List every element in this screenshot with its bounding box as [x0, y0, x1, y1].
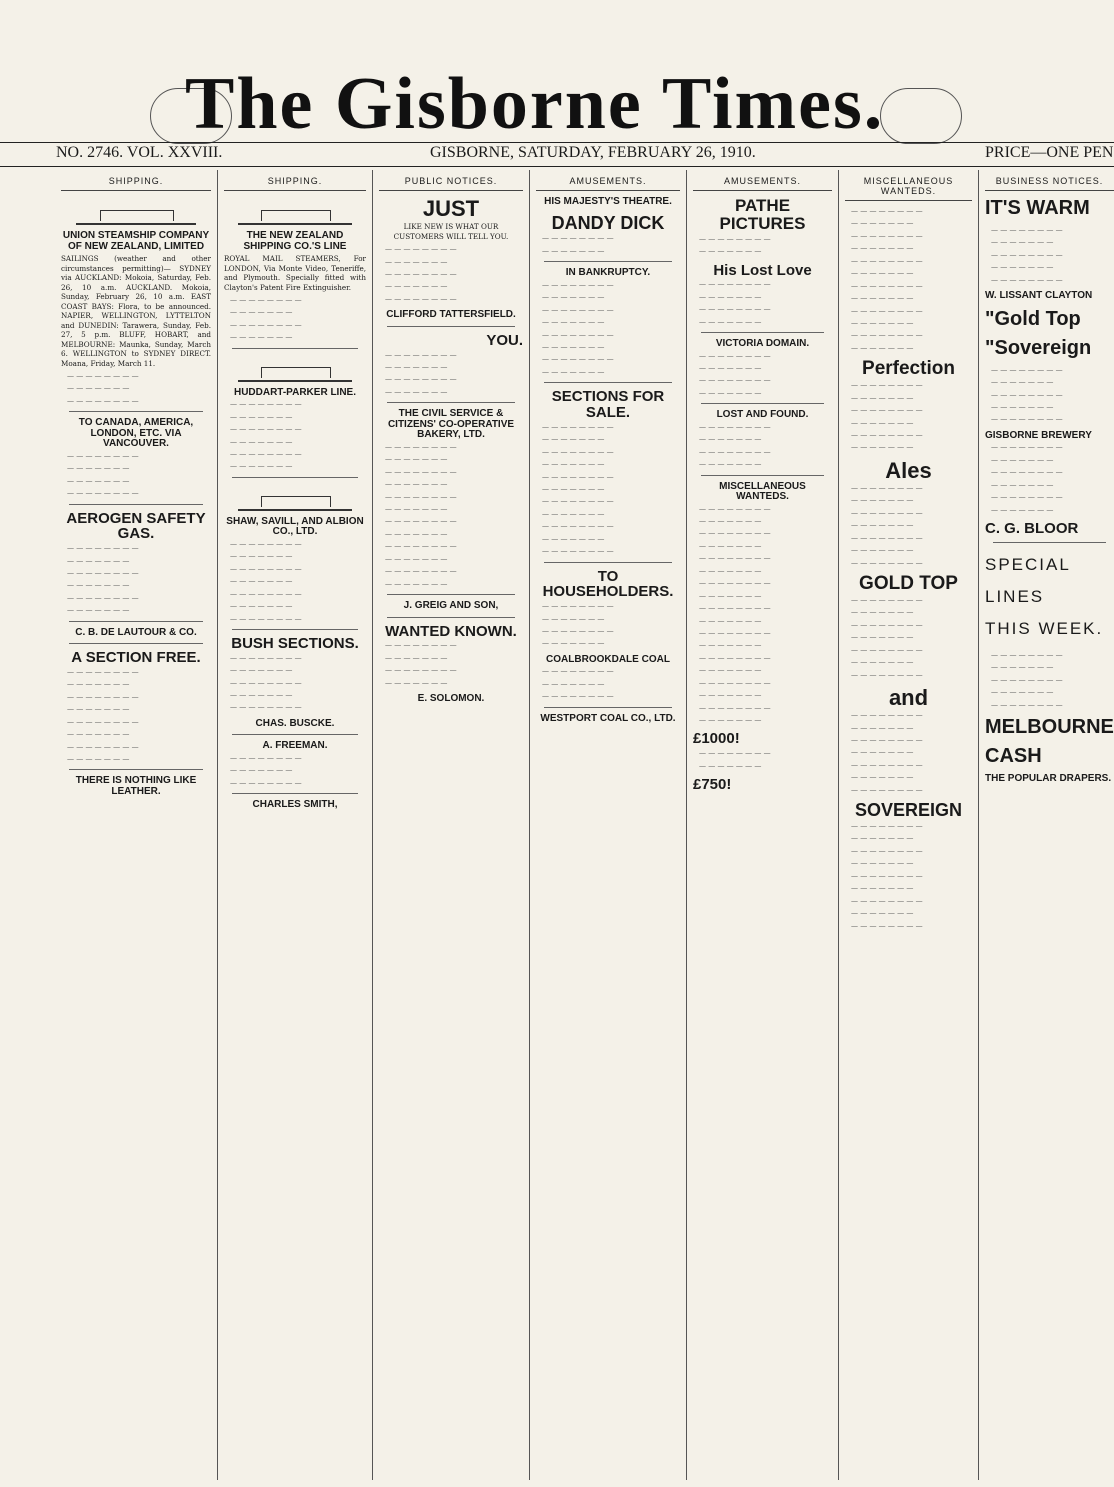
steamship-illustration [238, 354, 352, 382]
column-misc-wanteds [839, 170, 979, 1480]
steamship-illustration [76, 197, 196, 225]
lost-found-body: — — — — — — — — — — — — — — — — — — — — — — — — — — — — — — [699, 422, 771, 469]
column-shipping-1 [55, 170, 218, 1480]
wanted-notices-4: — — — — — — — — — — — — — — — — — — — — — — — — — — — — — — — — — — — — — — — — — — — — — — — — — — — — — [851, 595, 923, 679]
steamship-illustration [238, 197, 352, 225]
lost-love-heading: His Lost Love [713, 261, 812, 279]
column-amusements-2 [687, 170, 839, 1480]
sovereign-ad-heading: "Sovereign [985, 336, 1092, 359]
section-free-heading: A SECTION FREE. [71, 649, 201, 667]
its-warm-heading: IT'S WARM [985, 197, 1090, 219]
shaw-savill-heading: SHAW, SAVILL, AND ALBION CO., LTD. [226, 515, 364, 538]
pathe-body: — — — — — — — — — — — — — — — [699, 234, 771, 256]
ales-heading: Ales [885, 457, 932, 483]
column-header: AMUSEMENTS. [693, 170, 832, 191]
wanted-notices-5: — — — — — — — — — — — — — — — — — — — — — — — — — — — — — — — — — — — — — — — — — — — — — — — — — — — — — [851, 711, 923, 794]
tattersfield-heading: CLIFFORD TATTERSFIELD. [386, 309, 516, 321]
section-free-body: — — — — — — — — — — — — — — — — — — — — — — — — — — — — — — — — — — — — — — — — — — — — — — — — — — — — — — — — — — — — [67, 667, 139, 763]
dandy-dick-body: — — — — — — — — — — — — — — — [542, 234, 614, 255]
lost-found-heading: LOST AND FOUND. [716, 409, 809, 421]
column-business-notices [979, 170, 1114, 1480]
bakery-heading: THE CIVIL SERVICE & CITIZENS' CO-OPERATIVE BAKERY, LTD. [387, 408, 515, 441]
column-amusements-1 [530, 170, 687, 1480]
nz-shipping-text: ROYAL MAIL STEAMERS, For LONDON, Via Monte Video, Teneriffe, and Plymouth. Specially fitted with Clayton's Patent Fire Extinguisher. [224, 254, 366, 292]
you-heading: YOU. [486, 331, 523, 349]
wanted-notices-3: — — — — — — — — — — — — — — — — — — — — — — — — — — — — — — — — — — — — — — — — — — — — — — — — — — — — — [851, 483, 923, 567]
seven-fifty-heading: £750! [693, 776, 732, 794]
bloor-heading: C. G. BLOOR [985, 520, 1079, 537]
shaw-savill-body: — — — — — — — — — — — — — — — — — — — — — — — — — — — — — — — — — — — — — — — — — — — — — — — — — — — — — [230, 539, 302, 623]
bakery-body: — — — — — — — — — — — — — — — — — — — — — — — — — — — — — — — — — — — — — — — — — — — — — — — — — — — — — — — — — — — — — — — — — — — — — — — — — — — — — — — — — — — — — — — — — — [385, 442, 457, 588]
sovereign-heading: SOVEREIGN [854, 800, 963, 821]
freeman-body: — — — — — — — — — — — — — — — — — — — — — — — [230, 753, 302, 787]
wanted-notices-2: — — — — — — — — — — — — — — — — — — — — — — — — — — — — — — — — — — — — — — — — — — — — — [851, 381, 923, 452]
aerogen-body: — — — — — — — — — — — — — — — — — — — — — — — — — — — — — — — — — — — — — — — — — — — — — [67, 544, 139, 615]
solomon-heading: E. SOLOMON. [417, 693, 485, 705]
lost-love-body: — — — — — — — — — — — — — — — — — — — — — — — — — — — — — — [699, 280, 771, 326]
gold-top-ad-heading: "Gold Top [985, 307, 1081, 330]
householders-body: — — — — — — — — — — — — — — — — — — — — — — — — — — — — — — [542, 602, 614, 648]
perfection-heading: Perfection [862, 358, 955, 380]
acres-body: — — — — — — — — — — — — — — — — — — — — — — — — — — — — — — — — — — — — — — — — — — — — — [991, 443, 1063, 514]
sailings-list: — — — — — — — — — — — — — — — — — — — — — — — [67, 372, 139, 405]
just-body: — — — — — — — — — — — — — — — — — — — — — — — — — — — — — — — — — — — — — — [385, 245, 457, 303]
newspaper-title: The Gisborne Times. [185, 63, 885, 145]
column-header: BUSINESS NOTICES. [985, 170, 1114, 191]
popular-drapers-heading: THE POPULAR DRAPERS. [985, 772, 1112, 784]
just-heading: JUST [422, 196, 480, 221]
nz-shipping-heading: THE NEW ZEALAND SHIPPING CO.'S LINE [243, 230, 347, 252]
steamship-illustration [238, 483, 352, 511]
masthead [0, 0, 1114, 150]
misc-wanteds-heading: MISCELLANEOUS WANTEDS. [719, 480, 806, 503]
special-heading: SPECIAL [985, 554, 1071, 574]
column-header: MISCELLANEOUS WANTEDS. [845, 170, 972, 201]
cold-sheep-body: — — — — — — — — — — — — — — — — — — — — — — — — — — — — — — — — — — — — — — [991, 226, 1063, 284]
aerogen-heading: AEROGEN SAFETY GAS. [66, 509, 206, 543]
wanted-known-body: — — — — — — — — — — — — — — — — — — — — — — — — — — — — — — [385, 641, 457, 687]
brewery-heading: GISBORNE BREWERY [985, 429, 1092, 441]
wanted-notices-6: — — — — — — — — — — — — — — — — — — — — — — — — — — — — — — — — — — — — — — — — — — — — — — — — — — — — — — — — — — — — — — — — — — — — [851, 822, 923, 930]
bush-sections-heading: BUSH SECTIONS. [231, 634, 359, 652]
column-header: SHIPPING. [61, 170, 211, 191]
union-steamship-heading: UNION STEAMSHIP COMPANY OF NEW ZEALAND, LIMITED [62, 230, 210, 252]
sections-sale-heading: SECTIONS FOR SALE. [551, 388, 665, 422]
column-header: SHIPPING. [224, 170, 366, 191]
sailings-table: — — — — — — — — — — — — — — — — — — — — — — — — — — — — — — [67, 451, 139, 498]
this-week-heading: THIS WEEK. [985, 618, 1104, 638]
delautour-heading: C. B. DE LAUTOUR & CO. [75, 626, 197, 638]
charles-smith-heading: CHARLES SMITH, [252, 799, 338, 811]
column-header: PUBLIC NOTICES. [379, 170, 523, 191]
wanted-notices-1: — — — — — — — — — — — — — — — — — — — — — — — — — — — — — — — — — — — — — — — — — — — — — — — — — — — — — — — — — — — — — — — — — — — — — — — — — — — — — — — — — — — — — — — — — — [851, 207, 923, 352]
issue-number: NO. 2746. VOL. XXVIII. [56, 144, 223, 161]
thousand-pounds-heading: £1000! [693, 730, 740, 748]
union-sailings-text: SAILINGS (weather and other circumstances permitting)— SYDNEY via AUCKLAND: Mokoia, Saturday, Feb. 26, 10 a.m. AUCKLAND. Mokoia, Sunday, February 26, 10 a.m. EAST COAST BAYS: Flora, to be announced. NAPIER, WELLINGTON, LYTTELTON and DUNEDIN: Tarawera, Sunday, Feb. 27, 5 p.m. BLUFF, HOBART, and MELBOURNE: Maunka, Sunday, March 6. WELLINGTON to SYDNEY DIRECT. Moana, Friday, March 11. [61, 254, 211, 368]
cash-heading: CASH [985, 744, 1042, 767]
gold-top-heading: GOLD TOP [859, 572, 958, 594]
dateline: GISBORNE, SATURDAY, FEBRUARY 26, 1910. [430, 144, 756, 161]
lissant-clayton-heading: W. LISSANT CLAYTON [985, 290, 1093, 302]
sample-list: — — — — — — — — — — — — — — — — — — — — — — — — — — — — — — — — — — — — — — [991, 650, 1063, 709]
wanted-known-heading: WANTED KNOWN. [385, 622, 517, 640]
just-subtext: LIKE NEW IS WHAT OUR CUSTOMERS WILL TELL YOU. [393, 222, 509, 241]
leather-heading: THERE IS NOTHING LIKE LEATHER. [75, 775, 197, 797]
freeman-heading: A. FREEMAN. [262, 740, 328, 752]
victoria-body: — — — — — — — — — — — — — — — — — — — — — — — — — — — — — — [699, 351, 771, 397]
bankruptcy-heading: IN BANKRUPTCY. [565, 267, 651, 279]
pathe-heading: PATHE PICTURES [719, 196, 806, 233]
thousand-body: — — — — — — — — — — — — — — — [699, 749, 771, 770]
column-shipping-2 [218, 170, 373, 1480]
and-heading: and [888, 684, 929, 710]
bankruptcy-body: — — — — — — — — — — — — — — — — — — — — — — — — — — — — — — — — — — — — — — — — — — — — — — — — — — — — — — — — — — — — [542, 280, 614, 376]
householders-heading: TO HOUSEHOLDERS. [542, 567, 674, 601]
canada-heading: TO CANADA, AMERICA, LONDON, ETC. VIA VANCOUVER. [78, 417, 194, 450]
right-ornament [880, 88, 962, 144]
coal-heading: COALBROOKDALE COAL [546, 653, 670, 665]
column-public-notices [373, 170, 530, 1480]
column-header: AMUSEMENTS. [536, 170, 680, 191]
dandy-dick-heading: DANDY DICK [551, 212, 665, 233]
coal-body: — — — — — — — — — — — — — — — — — — — — — — — [542, 667, 614, 701]
steamer-table: — — — — — — — — — — — — — — — — — — — — — — — — — — — — — — [230, 296, 302, 342]
ales-body: — — — — — — — — — — — — — — — — — — — — — — — — — — — — — — — — — — — — — — [991, 365, 1063, 424]
sections-sale-body: — — — — — — — — — — — — — — — — — — — — — — — — — — — — — — — — — — — — — — — — — — — — — — — — — — — — — — — — — — — — — — — — — — — — — — — — — — — — — — — — — — — [542, 422, 614, 556]
bush-sections-body: — — — — — — — — — — — — — — — — — — — — — — — — — — — — — — — — — — — — — — [230, 653, 302, 712]
huddart-body: — — — — — — — — — — — — — — — — — — — — — — — — — — — — — — — — — — — — — — — — — — — — — [230, 400, 302, 471]
dateline-bar [0, 144, 1114, 166]
huddart-heading: HUDDART-PARKER LINE. [233, 386, 357, 398]
lines-heading: LINES [985, 586, 1045, 606]
misc-wanteds-body: — — — — — — — — — — — — — — — — — — — — — — — — — — — — — — — — — — — — — — — — — — — — — — — — — — — — — — — — — — — — — — — — — — — — — — — — — — — — — — — — — — — — — — — — — — — — — — — — — — — — — — — — — — — — — — — — — — — — — — — — — — — — — — — — — — — — — — — [699, 504, 771, 724]
bottom-rule [0, 166, 1114, 167]
melbourne-heading: MELBOURNE [985, 715, 1114, 738]
buscke-heading: CHAS. BUSCKE. [255, 717, 335, 729]
theatre-heading: HIS MAJESTY'S THEATRE. [544, 196, 672, 207]
price: PRICE—ONE PEN [985, 144, 1114, 161]
top-rule [0, 142, 1114, 143]
greig-heading: J. GREIG AND SON, [403, 600, 499, 612]
victoria-domain-heading: VICTORIA DOMAIN. [715, 338, 810, 350]
columns [55, 170, 1114, 1487]
westport-heading: WESTPORT COAL CO., LTD. [540, 712, 676, 724]
business-buyers-body: — — — — — — — — — — — — — — — — — — — — — — — — — — — — — — [385, 350, 457, 396]
